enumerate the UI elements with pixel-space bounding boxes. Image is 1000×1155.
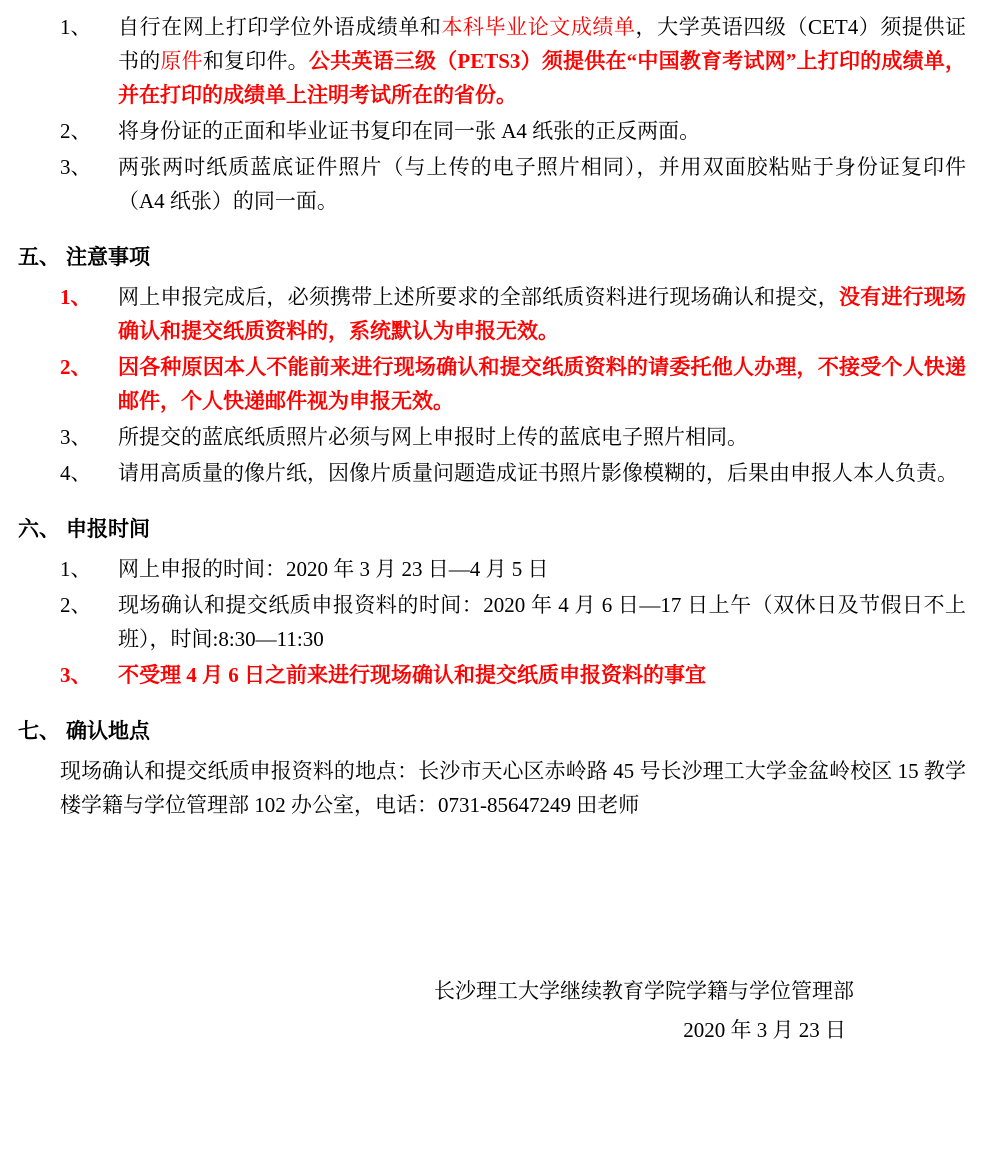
text-segment-red-bold: 公共英语三级（PETS3）须提供在“中国教育考试网”上打印的成绩单，并在打印的成绩单上注明考试所在的省份。 — [118, 49, 967, 108]
list-item — [14, 552, 966, 586]
top-items-list — [14, 10, 966, 218]
list-item-marker: 2、 — [60, 355, 92, 380]
list-item — [14, 456, 966, 490]
section-heading-schedule — [14, 512, 966, 546]
list-item-body: 将身份证的正面和毕业证书复印在同一张 A4 纸张的正反两面。 — [118, 119, 701, 144]
list-item-marker: 3、 — [60, 663, 92, 688]
location-paragraph: 现场确认和提交纸质申报资料的地点：长沙市天心区赤岭路 45 号长沙理工大学金盆岭校区 15 教学楼学籍与学位管理部 102 办公室，电话：0731-85647249 田老师 — [60, 759, 966, 818]
text-segment-red: 本科毕业论文成绩单 — [441, 15, 636, 39]
list-item — [14, 280, 966, 348]
list-item-body: 请用高质量的像片纸，因像片质量问题造成证书照片影像模糊的，后果由申报人本人负责。 — [118, 461, 958, 486]
list-item — [14, 420, 966, 454]
list-item — [14, 350, 966, 418]
list-item-body: 两张两吋纸质蓝底证件照片（与上传的电子照片相同），并用双面胶粘贴于身份证复印件（A4 纸张）的同一面。 — [118, 155, 966, 214]
section-number: 六、 — [18, 517, 60, 542]
section-heading-location — [14, 714, 966, 748]
list-item-marker: 4、 — [60, 461, 92, 486]
schedule-list — [14, 552, 966, 692]
list-item-body: 不受理 4 月 6 日之前来进行现场确认和提交纸质申报资料的事宜 — [118, 663, 706, 688]
list-item — [14, 10, 966, 112]
list-item-body — [118, 10, 966, 112]
text-segment: ，大学英语四级（CET4）须提供证书的 — [118, 15, 967, 74]
list-item-marker: 2、 — [60, 593, 92, 618]
list-item-marker: 1、 — [60, 285, 92, 310]
list-item-marker: 2、 — [60, 119, 92, 144]
footer-block — [14, 972, 966, 1050]
list-item — [14, 114, 966, 148]
list-item-body: 网上申报的时间：2020 年 3 月 23 日—4 月 5 日 — [118, 557, 549, 582]
text-segment: 自行在网上打印学位外语成绩单和 — [118, 15, 442, 39]
section-title: 确认地点 — [66, 719, 150, 744]
list-item-marker: 3、 — [60, 425, 92, 450]
notes-list — [14, 280, 966, 490]
footer-signature: 长沙理工大学继续教育学院学籍与学位管理部 — [434, 979, 854, 1004]
list-item-body: 所提交的蓝底纸质照片必须与网上申报时上传的蓝底电子照片相同。 — [118, 425, 748, 450]
list-item-body: 因各种原因本人不能前来进行现场确认和提交纸质资料的请委托他人办理，不接受个人快递邮件，个人快递邮件视为申报无效。 — [118, 355, 966, 414]
list-item — [14, 658, 966, 692]
list-item-marker: 1、 — [60, 15, 92, 39]
text-segment-red: 原件 — [160, 49, 203, 74]
footer-date: 2020 年 3 月 23 日 — [683, 1018, 846, 1043]
list-item — [14, 588, 966, 656]
text-segment: 网上申报完成后，必须携带上述所要求的全部纸质资料进行现场确认和提交， — [118, 285, 839, 310]
list-item — [14, 150, 966, 218]
text-segment-red-bold: 没有进行现场确认和提交纸质资料的，系统默认为申报无效。 — [118, 285, 967, 344]
section-heading-notes — [14, 240, 966, 274]
list-item-body — [118, 280, 966, 348]
section-title: 申报时间 — [66, 517, 150, 542]
list-item-marker: 3、 — [60, 155, 92, 180]
section-number: 七、 — [18, 719, 60, 744]
list-item-marker: 1、 — [60, 557, 92, 582]
text-segment: 和复印件。 — [202, 49, 309, 74]
section-number: 五、 — [18, 245, 60, 270]
section-title: 注意事项 — [66, 245, 150, 270]
list-item-body: 现场确认和提交纸质申报资料的时间：2020 年 4 月 6 日—17 日上午（双休日及节假日不上班），时间:8:30—11:30 — [118, 593, 966, 652]
